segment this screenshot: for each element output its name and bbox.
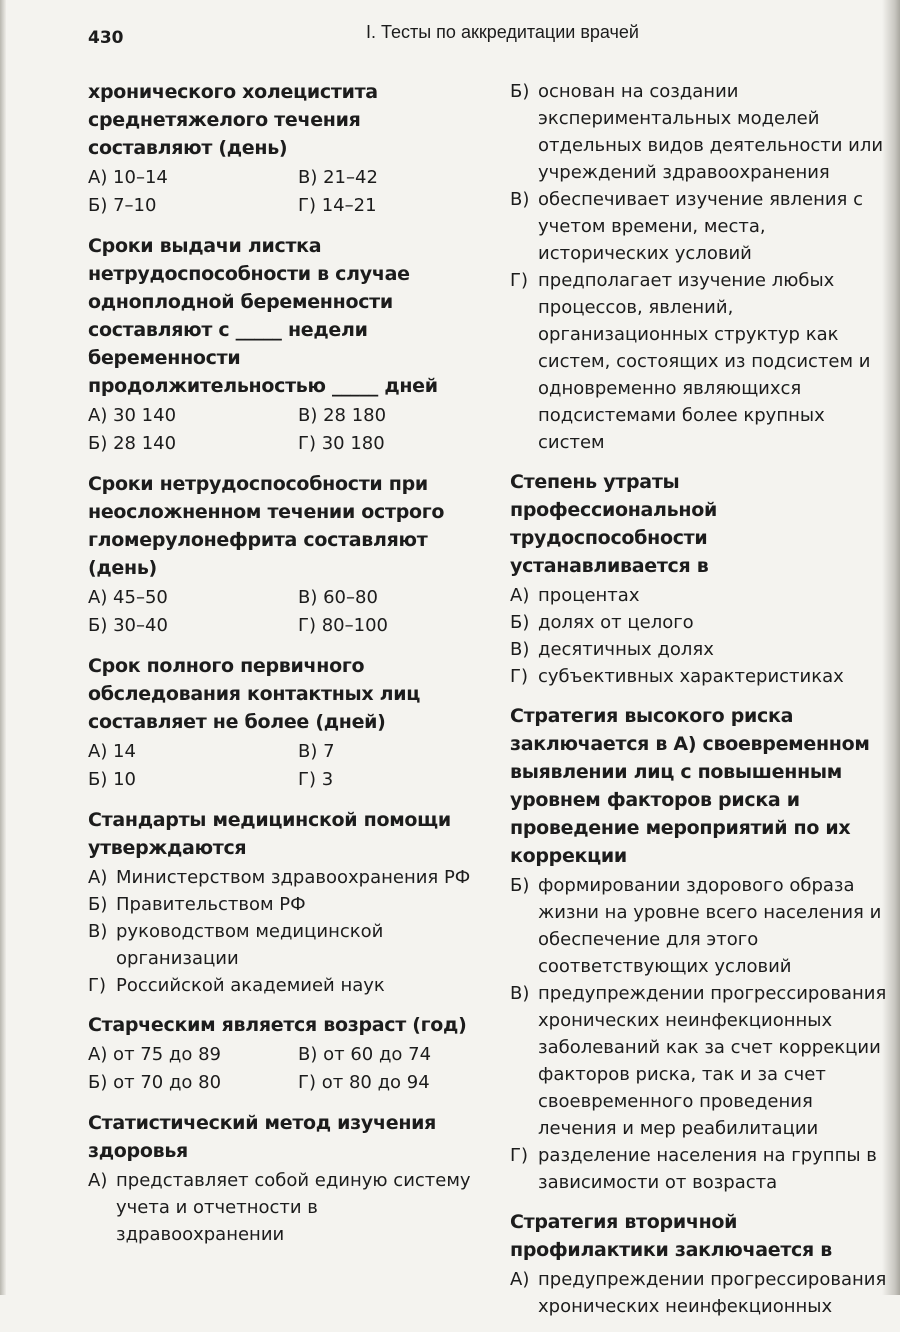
answer-option: Б) 7–10 bbox=[88, 195, 157, 216]
answer-option: В) 60–80 bbox=[298, 587, 378, 608]
answer-option: А) 45–50 bbox=[88, 587, 168, 608]
answer-option: Б) 28 140 bbox=[88, 433, 177, 454]
answer-option: Б) от 70 до 80 bbox=[88, 1072, 222, 1093]
answer-option: Б) 10 bbox=[88, 769, 136, 790]
question-block bbox=[88, 1011, 476, 1097]
question-text: Стандарты медицинской помощи утверждаются bbox=[88, 809, 451, 859]
answer-option: А) Министерством здравоохранения РФ bbox=[88, 867, 471, 888]
answer-option: Г) 30 180 bbox=[298, 433, 385, 454]
answer-grid bbox=[88, 738, 476, 794]
answer-option: В) 7 bbox=[298, 741, 335, 762]
answer-option: А) 30 140 bbox=[88, 405, 177, 426]
answer-option: Б) Правительством РФ bbox=[88, 894, 306, 915]
answer-option: А) предупреждении прогрессирования хронических неинфекционных bbox=[510, 1269, 887, 1317]
running-title: I. Тесты по аккредитации врачей bbox=[366, 22, 639, 42]
answer-option: В) руководством медицинской организации bbox=[88, 921, 384, 969]
answer-option: Б) 30–40 bbox=[88, 615, 168, 636]
question-block bbox=[510, 1208, 888, 1320]
answer-grid bbox=[88, 1041, 476, 1097]
question-text: Стратегия высокого риска заключается в А) своевременном выявлении лиц с повышенным уровнем факторов риска и проведение мероприятий по их коррекции bbox=[510, 705, 870, 867]
question-block bbox=[88, 470, 476, 640]
answer-option: Г) субъективных характеристиках bbox=[510, 666, 844, 687]
answer-option: А) процентах bbox=[510, 585, 640, 606]
page-number: 430 bbox=[88, 28, 124, 48]
answer-option: В) 21–42 bbox=[298, 167, 378, 188]
answer-option: Г) разделение населения на группы в зависимости от возраста bbox=[510, 1145, 877, 1193]
answer-option: Г) 80–100 bbox=[298, 615, 388, 636]
answer-grid bbox=[88, 164, 476, 220]
answer-option: В) от 60 до 74 bbox=[298, 1044, 432, 1065]
question-block bbox=[88, 652, 476, 794]
question-text: Степень утраты профессиональной трудоспособности устанавливается в bbox=[510, 471, 717, 577]
answer-option: Г) от 80 до 94 bbox=[298, 1072, 430, 1093]
answer-option: А) 10–14 bbox=[88, 167, 168, 188]
answer-option: Г) 3 bbox=[298, 769, 334, 790]
page-header bbox=[88, 22, 788, 50]
left-column bbox=[88, 78, 476, 1260]
answer-option: Г) предполагает изучение любых процессов, явлений, организационных структур как систем, состоящих из подсистем и одновременно являющихся подсистемами более крупных систем bbox=[510, 270, 871, 453]
answer-option: В) обеспечивает изучение явления с учетом времени, места, исторических условий bbox=[510, 189, 864, 264]
page-edge-left bbox=[0, 0, 6, 1295]
answer-option: А) представляет собой единую систему учета и отчетности в здравоохранении bbox=[88, 1170, 471, 1245]
question-text: Сроки нетрудоспособности при неосложненном течении острого гломерулонефрита составляют (день) bbox=[88, 473, 445, 579]
question-block bbox=[88, 1109, 476, 1248]
question-text: Старческим является возраст (год) bbox=[88, 1014, 467, 1036]
question-text: Стратегия вторичной профилактики заключается в bbox=[510, 1211, 832, 1261]
answer-option: А) от 75 до 89 bbox=[88, 1044, 221, 1065]
question-block bbox=[88, 232, 476, 458]
answer-option: Б) основан на создании экспериментальных моделей отдельных видов деятельности или учреждений здравоохранения bbox=[510, 81, 884, 183]
right-column bbox=[510, 78, 888, 1332]
answer-option: Г) Российской академией наук bbox=[88, 975, 385, 996]
answer-option: Б) долях от целого bbox=[510, 612, 694, 633]
answer-grid bbox=[88, 402, 476, 458]
question-block bbox=[510, 702, 888, 1196]
question-text: Срок полного первичного обследования контактных лиц составляет не более (дней) bbox=[88, 655, 421, 733]
question-text: хронического холецистита среднетяжелого течения составляют (день) bbox=[88, 81, 378, 159]
answer-option: Г) 14–21 bbox=[298, 195, 377, 216]
question-text: Сроки выдачи листка нетрудоспособности в случае одноплодной беременности составляют с _____ недели беременности продолжительностью _____ дней bbox=[88, 235, 438, 397]
question-block bbox=[88, 806, 476, 999]
answer-grid bbox=[88, 584, 476, 640]
answer-option: В) предупреждении прогрессирования хронических неинфекционных заболеваний как за счет коррекции факторов риска, так и за счет своевременного проведения лечения и мер реабилитации bbox=[510, 983, 887, 1139]
answer-option: В) 28 180 bbox=[298, 405, 387, 426]
question-continuation bbox=[510, 78, 888, 456]
question-text: Статистический метод изучения здоровья bbox=[88, 1112, 437, 1162]
answer-option: А) 14 bbox=[88, 741, 136, 762]
answer-option: В) десятичных долях bbox=[510, 639, 714, 660]
question-block bbox=[510, 468, 888, 690]
question-block bbox=[88, 78, 476, 220]
answer-option: Б) формировании здорового образа жизни на уровне всего населения и обеспечение для этого соответствующих условий bbox=[510, 875, 882, 977]
